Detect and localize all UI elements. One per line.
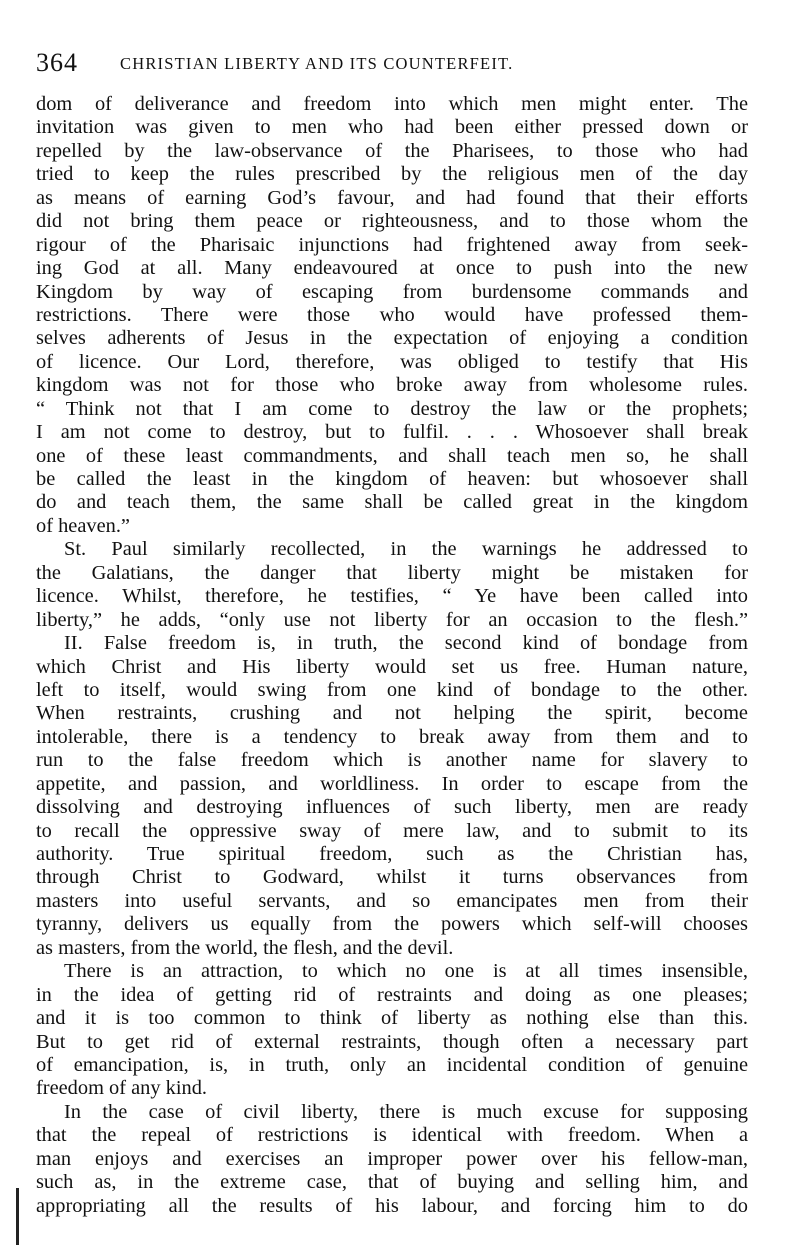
text-line: invitation was given to men who had been either pressed down or — [36, 116, 748, 139]
text-line: as means of earning God’s favour, and had found that their efforts — [36, 186, 748, 209]
text-line: did not bring them peace or righteousness, and to those whom the — [36, 210, 748, 233]
page-number: 364 — [36, 48, 78, 77]
text-line: selves adherents of Jesus in the expectation of enjoying a condition — [36, 327, 748, 350]
text-line: II. False freedom is, in truth, the second kind of bondage from — [64, 632, 748, 655]
running-head — [36, 48, 748, 84]
text-line: rigour of the Pharisaic injunctions had frightened away from seek- — [36, 233, 748, 256]
text-line: masters into useful servants, and so emancipates men from their — [36, 889, 748, 912]
text-line: man enjoys and exercises an improper power over his fellow-man, — [36, 1147, 748, 1170]
text-line: of licence. Our Lord, therefore, was obliged to testify that His — [36, 350, 748, 373]
text-line: In the case of civil liberty, there is much excuse for supposing — [64, 1100, 748, 1123]
text-line: which Christ and His liberty would set us free. Human nature, — [36, 655, 748, 678]
text-line: When restraints, crushing and not helping the spirit, become — [36, 702, 748, 725]
text-line: kingdom was not for those who broke away from wholesome rules. — [36, 374, 748, 397]
text-line: dissolving and destroying influences of such liberty, men are ready — [36, 796, 748, 819]
margin-rule — [16, 1188, 19, 1245]
text-line: dom of deliverance and freedom into which men might enter. The — [36, 93, 748, 115]
text-line: of emancipation, is, in truth, only an incidental condition of genuine — [36, 1053, 748, 1076]
text-line: intolerable, there is a tendency to break away from them and to — [36, 725, 748, 748]
text-line: But to get rid of external restraints, though often a necessary part — [36, 1030, 748, 1053]
text-line: to recall the oppressive sway of mere law, and to submit to its — [36, 819, 748, 842]
text-line: authority. True spiritual freedom, such as the Christian has, — [36, 843, 748, 865]
text-line: do and teach them, the same shall be called great in the kingdom — [36, 491, 748, 514]
text-line: in the idea of getting rid of restraints and doing as one pleases; — [36, 983, 748, 1006]
text-line: Kingdom by way of escaping from burdensome commands and — [36, 280, 748, 303]
text-line: as masters, from the world, the flesh, and the devil. — [36, 936, 454, 959]
running-title: CHRISTIAN LIBERTY AND ITS COUNTERFEIT. — [120, 54, 514, 73]
text-line: “ Think not that I am come to destroy the law or the prophets; — [36, 397, 748, 420]
text-line: St. Paul similarly recollected, in the warnings he addressed to — [64, 538, 748, 561]
text-line: freedom of any kind. — [36, 1077, 208, 1100]
text-line: run to the false freedom which is another name for slavery to — [36, 749, 748, 772]
text-line: liberty,” he adds, “only use not liberty for an occasion to the flesh.” — [36, 608, 748, 631]
text-line: of heaven.” — [36, 514, 130, 537]
text-line: that the repeal of restrictions is identical with freedom. When a — [36, 1124, 748, 1147]
text-line: the Galatians, the danger that liberty might be mistaken for — [36, 561, 748, 584]
text-line: licence. Whilst, therefore, he testifies, “ Ye have been called into — [36, 585, 748, 608]
text-line: tyranny, delivers us equally from the powers which self-will chooses — [36, 913, 748, 936]
body-text — [36, 93, 748, 1218]
text-line: through Christ to Godward, whilst it turns observances from — [36, 866, 748, 889]
book-page — [36, 48, 748, 1238]
text-line: I am not come to destroy, but to fulfil. . . . Whosoever shall break — [36, 421, 748, 444]
text-line: appropriating all the results of his labour, and forcing him to do — [36, 1194, 748, 1217]
text-line: left to itself, would swing from one kind of bondage to the other. — [36, 678, 748, 701]
text-line: ing God at all. Many endeavoured at once to push into the new — [36, 257, 748, 280]
text-line: restrictions. There were those who would have professed them- — [36, 303, 748, 326]
text-line: such as, in the extreme case, that of buying and selling him, and — [36, 1171, 748, 1194]
text-line: repelled by the law-observance of the Pharisees, to those who had — [36, 139, 748, 162]
text-line: There is an attraction, to which no one is at all times insensible, — [64, 960, 748, 983]
text-line: tried to keep the rules prescribed by the religious men of the day — [36, 163, 748, 186]
text-line: appetite, and passion, and worldliness. In order to escape from the — [36, 772, 748, 795]
text-line: one of these least commandments, and shall teach men so, he shall — [36, 444, 748, 467]
text-line: and it is too common to think of liberty as nothing else than this. — [36, 1007, 748, 1030]
text-line: be called the least in the kingdom of heaven: but whosoever shall — [36, 468, 748, 490]
